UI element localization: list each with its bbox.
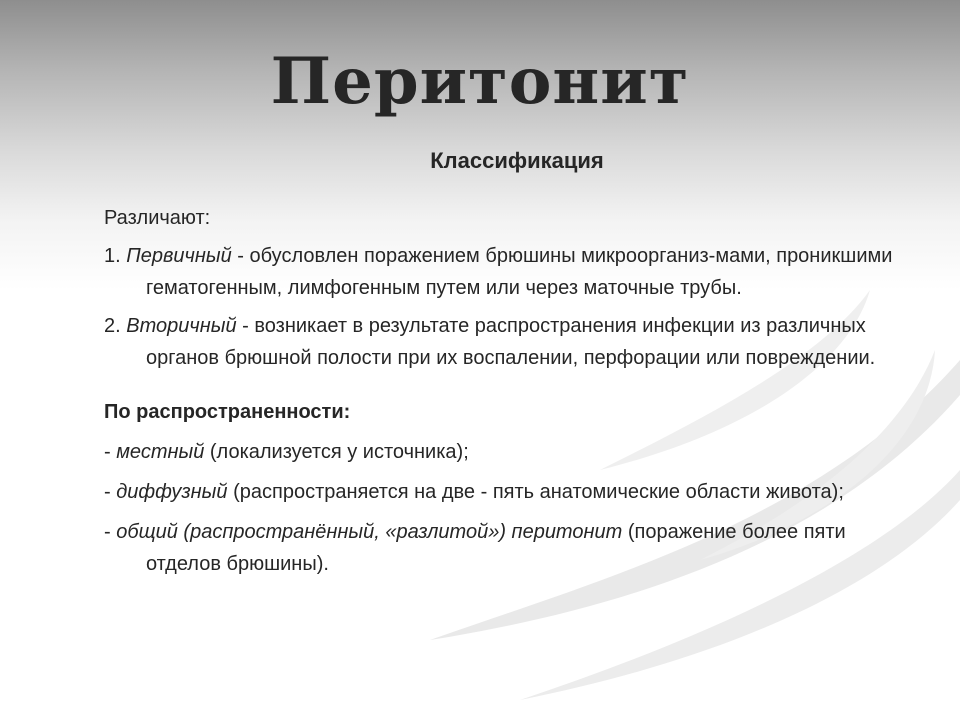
item-description: - возникает в результате распространения инфекции из различных органов брюшной полости при их воспалении, перфорации или повреждении. — [146, 315, 876, 369]
item-term: диффузный — [116, 481, 228, 503]
list-item-secondary — [104, 310, 924, 374]
list-item-primary — [104, 240, 924, 304]
list-item-diffuse — [104, 476, 924, 508]
item-dash: - — [104, 521, 117, 543]
item-term: Вторичный — [126, 315, 237, 337]
item-dash: - — [104, 481, 117, 503]
intro-text: Различают: — [104, 207, 211, 229]
spread-heading: По распространенности: — [104, 401, 351, 423]
item-number: 1. — [104, 245, 127, 267]
item-term: местный — [116, 441, 205, 463]
item-description: (распространяется на две - пять анатомические области живота); — [227, 481, 844, 503]
slide-subtitle: Классификация — [430, 148, 604, 173]
item-dash: - — [104, 441, 117, 463]
item-term: Первичный — [126, 245, 232, 267]
item-description: - обусловлен поражением брюшины микроорганиз-мами, проникшими гематогенным, лимфогенным путем или через маточные трубы. — [146, 245, 893, 299]
slide-title: Перитонит — [270, 44, 690, 119]
slide-body — [104, 202, 924, 580]
item-description: (локализуется у источника); — [204, 441, 469, 463]
item-description: (поражение более пяти отделов брюшины). — [146, 521, 846, 575]
list-item-general — [104, 516, 924, 580]
list-item-local — [104, 436, 924, 468]
item-number: 2. — [104, 315, 127, 337]
item-term: общий (распространённый, «разлитой») перитонит — [116, 521, 623, 543]
